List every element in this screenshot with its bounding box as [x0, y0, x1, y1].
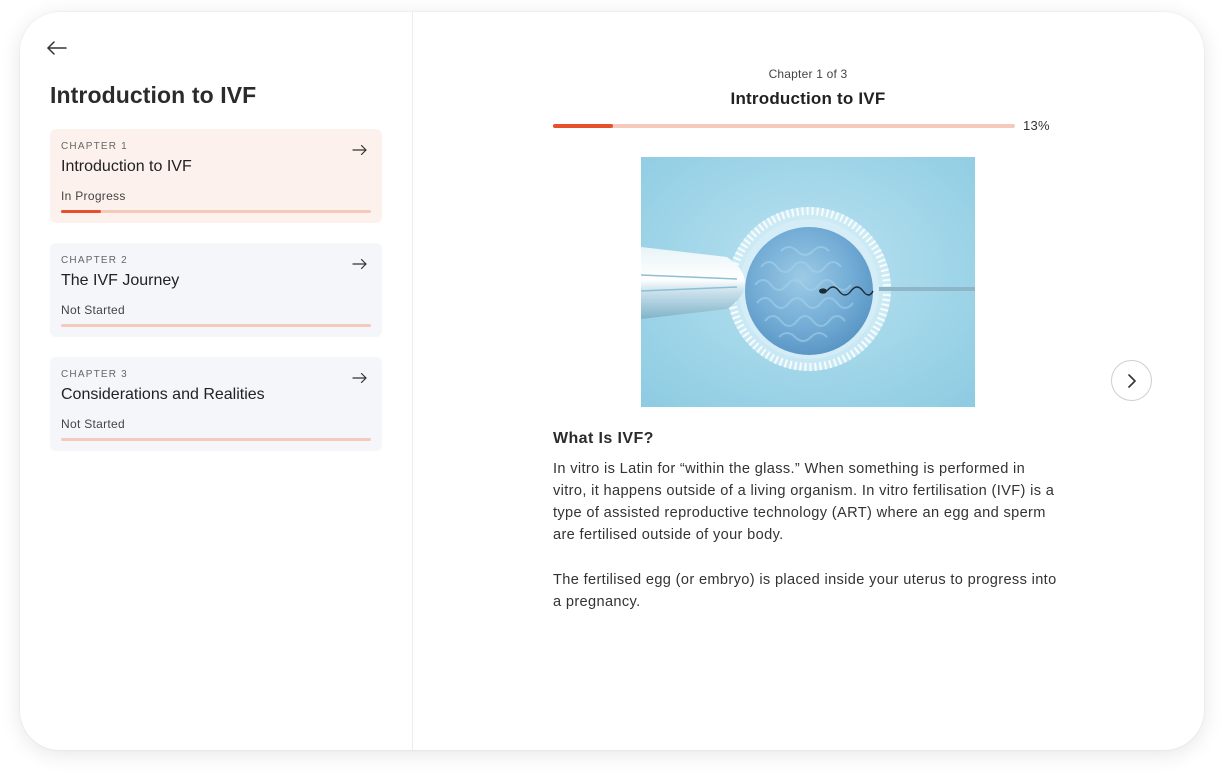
arrow-right-icon: [352, 144, 368, 156]
chapter-title: Considerations and Realities: [61, 386, 265, 403]
chapter-eyebrow: CHAPTER 3: [61, 369, 128, 380]
body-paragraph: In vitro is Latin for “within the glass.” When something is performed in vitro, it happens outside of a living organism. In vitro fertilisation (IVF) is a type of assisted reproductive technology (ART) where an egg and sperm are fertilised outside of your body.: [553, 461, 1055, 543]
chapter-progress-fill: [61, 210, 101, 213]
chapter-progress-track: [61, 324, 371, 327]
chapter-status: Not Started: [61, 303, 125, 317]
chapter-status: In Progress: [61, 189, 126, 203]
chapter-progress-track: [553, 124, 1015, 128]
chapter-status: Not Started: [61, 417, 125, 431]
chapter-progress-fill: [553, 124, 613, 128]
arrow-left-icon: [46, 38, 68, 58]
back-button[interactable]: [46, 38, 70, 58]
chapter-card-1[interactable]: [50, 129, 382, 223]
chapter-progress-track: [61, 438, 371, 441]
section-heading: What Is IVF?: [553, 430, 654, 447]
chapter-progress-track: [61, 210, 371, 213]
chapter-card-3[interactable]: [50, 357, 382, 451]
sidebar-title: Introduction to IVF: [50, 82, 257, 108]
app-window: [20, 12, 1204, 750]
chapter-eyebrow: CHAPTER 1: [61, 141, 128, 152]
chapter-sidebar: [20, 12, 413, 750]
chapter-card-2[interactable]: [50, 243, 382, 337]
ivf-illustration: [641, 157, 975, 407]
chapter-title: Introduction to IVF: [61, 158, 192, 175]
arrow-right-icon: [352, 372, 368, 384]
chapter-counter: Chapter 1 of 3: [768, 67, 848, 81]
body-paragraph: The fertilised egg (or embryo) is placed inside your uterus to progress into a pregnancy.: [553, 572, 1057, 610]
page-title: Introduction to IVF: [730, 89, 886, 108]
chapter-title: The IVF Journey: [61, 272, 180, 289]
arrow-right-icon: [352, 258, 368, 270]
chapter-content: [413, 12, 1204, 750]
next-button[interactable]: [1111, 360, 1152, 401]
progress-percent: 13%: [1023, 118, 1050, 133]
chapter-eyebrow: CHAPTER 2: [61, 255, 128, 266]
chevron-right-icon: [1126, 373, 1138, 389]
